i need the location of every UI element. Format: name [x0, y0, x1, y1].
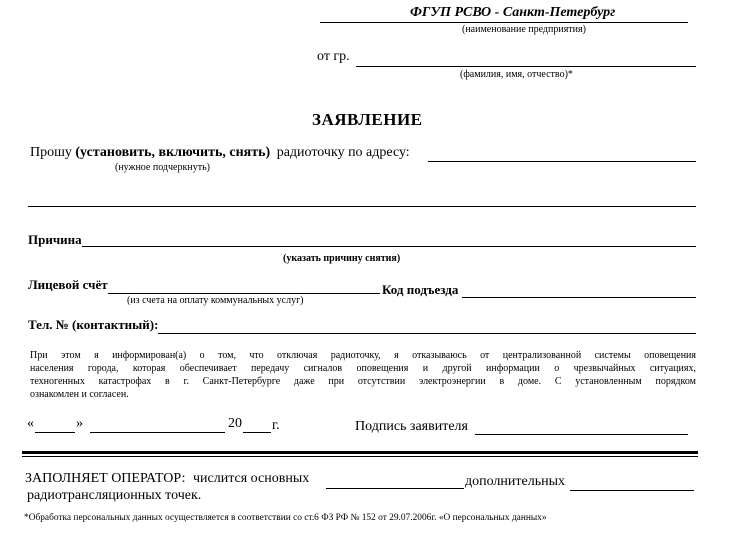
- request-caption: (нужное подчеркнуть): [115, 162, 210, 173]
- date-month-field[interactable]: [90, 432, 225, 433]
- request-options: (установить, включить, снять): [75, 145, 271, 160]
- address-field-line2[interactable]: [28, 206, 696, 207]
- operator-additional-count-field[interactable]: [570, 490, 694, 491]
- date-year-prefix: 20: [228, 416, 242, 431]
- operator-line-1: [25, 471, 309, 487]
- date-close-quote: »: [76, 416, 83, 431]
- reason-label: Причина: [28, 232, 82, 247]
- footnote: *Обработка персональных данных осуществляется в соответствии со ст.6 ФЗ РФ № 152 от 29.07.2006г. «О персональных данных»: [24, 513, 547, 523]
- from-label: от гр.: [317, 49, 350, 64]
- account-field[interactable]: [108, 293, 380, 294]
- operator-label: ЗАПОЛНЯЕТ ОПЕРАТОР:: [25, 471, 186, 486]
- account-caption: (из счета на оплату коммунальных услуг): [127, 295, 304, 306]
- date-year-suffix: г.: [272, 418, 280, 433]
- notice-line-4: ознакомлен и согласен.: [30, 389, 129, 400]
- request-suffix: радиоточку по адресу:: [276, 145, 410, 160]
- operator-text-points: радиотрансляционных точек.: [27, 488, 202, 503]
- page-title: ЗАЯВЛЕНИЕ: [312, 110, 423, 129]
- separator-thin: [22, 456, 698, 457]
- date-year-field[interactable]: [243, 432, 271, 433]
- entrance-field[interactable]: [462, 297, 696, 298]
- reason-field[interactable]: [82, 246, 696, 247]
- operator-main-count-field[interactable]: [326, 488, 464, 489]
- operator-text-additional: дополнительных: [465, 474, 566, 489]
- date-day-field[interactable]: [35, 432, 75, 433]
- address-field[interactable]: [428, 161, 696, 162]
- organization-caption: (наименование предприятия): [462, 24, 586, 35]
- date-open-quote: «: [27, 416, 34, 431]
- separator-thick: [22, 451, 698, 454]
- request-prefix: Прошу: [30, 145, 72, 160]
- signature-field[interactable]: [475, 434, 688, 435]
- from-caption: (фамилия, имя, отчество)*: [460, 69, 573, 80]
- account-label: Лицевой счёт: [28, 277, 108, 292]
- entrance-label: Код подъезда: [382, 282, 459, 297]
- phone-field[interactable]: [158, 333, 696, 334]
- phone-label: Тел. № (контактный):: [28, 317, 159, 332]
- operator-text-main: числится основных: [193, 471, 310, 486]
- notice-line-2: населения города, которая обеспечивает передачу сигналов оповещения и другой информации о чрезвычайных ситуациях,: [30, 363, 696, 374]
- organization-underline: [320, 22, 688, 23]
- reason-caption: (указать причину снятия): [283, 253, 401, 264]
- from-name-field[interactable]: [356, 66, 696, 67]
- notice-line-3: техногенных катастрофах в г. Санкт-Петербурге даже при отсутствии электроэнергии в доме. С установленным порядком: [30, 376, 696, 387]
- notice-line-1: При этом я информирован(а) о том, что отключая радиоточку, я отказываюсь от централизованной системы оповещения: [30, 350, 696, 361]
- request-line: [30, 145, 410, 161]
- signature-label: Подпись заявителя: [355, 419, 468, 434]
- organization-name: ФГУП РСВО - Санкт-Петербург: [410, 5, 616, 20]
